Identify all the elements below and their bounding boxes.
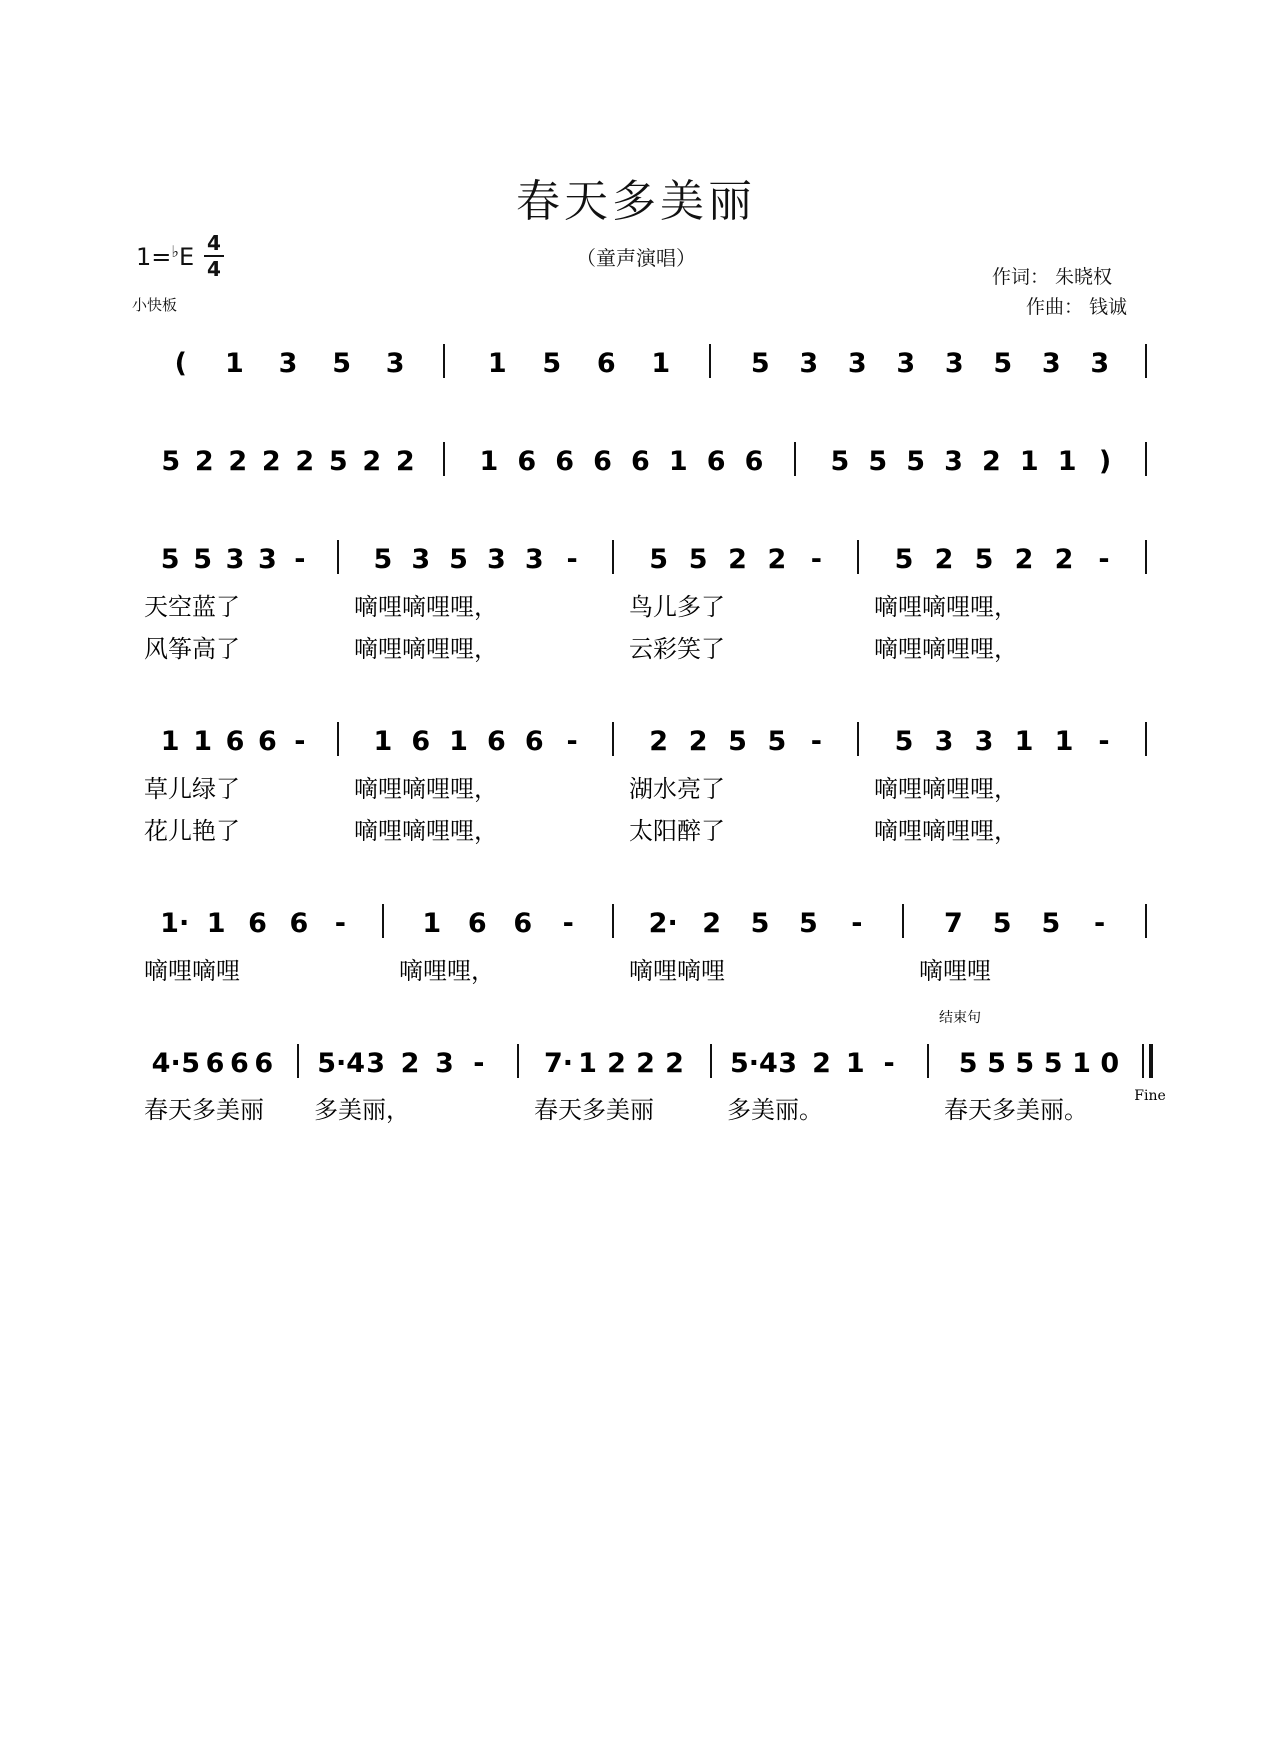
note: 6 bbox=[248, 908, 267, 939]
note: 1 bbox=[1072, 1048, 1091, 1079]
note: 5 bbox=[332, 348, 351, 379]
note: 1 bbox=[225, 348, 244, 379]
note: - bbox=[334, 908, 346, 939]
note: 3 bbox=[799, 348, 819, 379]
lyric: 嘀哩嘀哩哩， bbox=[354, 775, 498, 803]
note: 2 bbox=[607, 1048, 626, 1079]
subtitle: （童声演唱） bbox=[576, 246, 696, 270]
note: 5·4 bbox=[317, 1048, 366, 1079]
note: 5 bbox=[958, 1048, 978, 1079]
note: 3 bbox=[934, 726, 954, 757]
note: 6 bbox=[706, 446, 726, 477]
lyric: 嘀哩嘀哩 bbox=[629, 957, 725, 985]
note: 5 bbox=[767, 726, 787, 757]
note: 6 bbox=[487, 726, 506, 757]
note: 1 bbox=[1057, 446, 1077, 477]
note: 3 bbox=[487, 544, 506, 575]
note: 5 bbox=[649, 544, 669, 575]
note: 2 bbox=[665, 1048, 684, 1079]
note: 3 bbox=[974, 726, 994, 757]
note: 1 bbox=[479, 446, 499, 477]
note: 2 bbox=[934, 544, 954, 575]
note: 6 bbox=[254, 1048, 274, 1079]
note: 5 bbox=[328, 446, 348, 477]
note: 1 bbox=[845, 1048, 865, 1079]
note: 6 bbox=[467, 908, 487, 939]
note: 1 bbox=[651, 348, 671, 379]
lyric: 嘀哩哩， bbox=[399, 957, 495, 985]
note: 3 bbox=[366, 1048, 385, 1079]
lyricist-credit: 作词： 朱晓权 bbox=[992, 266, 1113, 288]
note: 5 bbox=[373, 544, 393, 575]
note: 3 bbox=[1090, 348, 1110, 379]
note: 5 bbox=[750, 908, 770, 939]
note: 3 bbox=[896, 348, 916, 379]
lyric: 嘀哩哩 bbox=[919, 957, 991, 985]
note: 5 bbox=[728, 726, 747, 757]
note: 6 bbox=[593, 446, 612, 477]
lyric: 春天多美丽 bbox=[144, 1096, 264, 1124]
note: - bbox=[851, 908, 863, 939]
note: 5 bbox=[1041, 908, 1061, 939]
ending-phrase-label: 结束句 bbox=[939, 1010, 981, 1026]
note: 6 bbox=[596, 348, 616, 379]
lyric: 嘀哩嘀哩 bbox=[144, 957, 240, 985]
lyric: 春天多美丽 bbox=[534, 1096, 654, 1124]
lyric: 风筝高了 bbox=[144, 635, 240, 663]
note: - bbox=[566, 544, 578, 575]
note: 5 bbox=[868, 446, 888, 477]
note: 0 bbox=[1100, 1048, 1120, 1079]
note: 2· bbox=[648, 908, 678, 939]
lyric: 嘀哩嘀哩哩， bbox=[874, 635, 1018, 663]
lyric: 鸟儿多了 bbox=[629, 593, 725, 621]
note: 5 bbox=[160, 544, 180, 575]
note: 1 bbox=[668, 446, 688, 477]
note: 6 bbox=[555, 446, 575, 477]
lyric: 嘀哩嘀哩哩， bbox=[354, 635, 498, 663]
note: 2 bbox=[395, 446, 415, 477]
note: - bbox=[562, 908, 574, 939]
lyric: 湖水亮了 bbox=[629, 775, 725, 803]
note: 2 bbox=[362, 446, 382, 477]
note: - bbox=[294, 726, 306, 757]
page-title: 春天多美丽 bbox=[516, 176, 756, 227]
note: 1· bbox=[160, 908, 190, 939]
note: 2 bbox=[688, 726, 708, 757]
note: 5 bbox=[449, 544, 468, 575]
note: 5 bbox=[542, 348, 562, 379]
note: - bbox=[1098, 726, 1110, 757]
note: 2 bbox=[636, 1048, 655, 1079]
note: 1 bbox=[1054, 726, 1074, 757]
note: 1 bbox=[1019, 446, 1039, 477]
note: 2 bbox=[228, 446, 248, 477]
note: 2 bbox=[400, 1048, 420, 1079]
lyric: 花儿艳了 bbox=[144, 817, 240, 845]
note: 1 bbox=[206, 908, 226, 939]
note: 5 bbox=[181, 1048, 200, 1079]
note: 6 bbox=[513, 908, 533, 939]
fine-label: Fine bbox=[1134, 1088, 1166, 1104]
note: 5 bbox=[1043, 1048, 1063, 1079]
time-signature-bottom: 4 bbox=[207, 257, 221, 281]
note: 6 bbox=[631, 446, 650, 477]
lyric: 嘀哩嘀哩哩， bbox=[874, 593, 1018, 621]
key-prefix: 1= bbox=[136, 243, 172, 271]
note: - bbox=[810, 544, 822, 575]
note: 6 bbox=[289, 908, 309, 939]
note: 5 bbox=[193, 544, 212, 575]
note: 5 bbox=[799, 908, 818, 939]
lyric: 多美丽。 bbox=[727, 1096, 823, 1124]
time-signature-top: 4 bbox=[207, 231, 221, 255]
tempo-marking: 小快板 bbox=[132, 296, 178, 314]
note: 1 bbox=[578, 1048, 597, 1079]
note: 2 bbox=[982, 446, 1001, 477]
note: 5 bbox=[1015, 1048, 1035, 1079]
flat-icon: ♭ bbox=[171, 242, 179, 261]
note: 5 bbox=[161, 446, 181, 477]
note: 3 bbox=[435, 1048, 454, 1079]
note: 6 bbox=[225, 726, 245, 757]
note: 3 bbox=[944, 446, 963, 477]
note: 5 bbox=[987, 1048, 1006, 1079]
note: 2 bbox=[728, 544, 747, 575]
composer-credit: 作曲： 钱诚 bbox=[1026, 296, 1128, 318]
note: 1 bbox=[449, 726, 468, 757]
note: 7· bbox=[543, 1048, 574, 1079]
note: 3 bbox=[847, 348, 867, 379]
lyric: 太阳醉了 bbox=[629, 817, 725, 845]
lyric: 嘀哩嘀哩哩， bbox=[354, 593, 498, 621]
note: 2 bbox=[1054, 544, 1074, 575]
note: 6 bbox=[411, 726, 431, 757]
lyric: 春天多美丽。 bbox=[944, 1096, 1088, 1124]
note: 2 bbox=[649, 726, 669, 757]
lyric: 天空蓝了 bbox=[144, 593, 240, 621]
note: 2 bbox=[812, 1048, 831, 1079]
note: 5 bbox=[894, 726, 914, 757]
note: 3 bbox=[278, 348, 298, 379]
note: - bbox=[1094, 908, 1106, 939]
note: - bbox=[1098, 544, 1110, 575]
note: 2 bbox=[702, 908, 721, 939]
note: 6 bbox=[524, 726, 544, 757]
note: 3 bbox=[524, 544, 544, 575]
note: 2 bbox=[1014, 544, 1034, 575]
note: - bbox=[473, 1048, 485, 1079]
lyric: 草儿绿了 bbox=[144, 775, 240, 803]
note: 5 bbox=[993, 348, 1013, 379]
note: 3 bbox=[225, 544, 245, 575]
lyric: 多美丽， bbox=[314, 1096, 410, 1124]
note: 5 bbox=[688, 544, 708, 575]
note: 5 bbox=[830, 446, 850, 477]
note: 3 bbox=[258, 544, 277, 575]
note: 5 bbox=[974, 544, 994, 575]
lyric: 嘀哩嘀哩哩， bbox=[874, 775, 1018, 803]
note: 6 bbox=[744, 446, 764, 477]
note: 5 bbox=[992, 908, 1012, 939]
note: 3 bbox=[1041, 348, 1061, 379]
note: - bbox=[294, 544, 306, 575]
note: 1 bbox=[422, 908, 442, 939]
note: ) bbox=[1098, 446, 1112, 477]
note: - bbox=[566, 726, 578, 757]
lyric: 嘀哩嘀哩哩， bbox=[354, 817, 498, 845]
lyric: 嘀哩嘀哩哩， bbox=[874, 817, 1018, 845]
note: 1 bbox=[160, 726, 180, 757]
note: 3 bbox=[778, 1048, 798, 1079]
note: ( bbox=[174, 348, 187, 379]
note: 2 bbox=[261, 446, 281, 477]
note: 1 bbox=[193, 726, 212, 757]
note: 5 bbox=[894, 544, 914, 575]
note: 6 bbox=[517, 446, 537, 477]
note: 1 bbox=[373, 726, 393, 757]
key-note: E bbox=[178, 243, 195, 271]
note: 5 bbox=[750, 348, 770, 379]
note: - bbox=[883, 1048, 895, 1079]
note: 5·4 bbox=[729, 1048, 778, 1079]
note: 7 bbox=[943, 908, 963, 939]
note: 4· bbox=[151, 1048, 181, 1079]
note: 5 bbox=[906, 446, 926, 477]
note: 1 bbox=[487, 348, 507, 379]
lyric: 云彩笑了 bbox=[629, 635, 725, 663]
note: - bbox=[810, 726, 822, 757]
note: 2 bbox=[295, 446, 315, 477]
note: 6 bbox=[258, 726, 277, 757]
note: 6 bbox=[205, 1048, 225, 1079]
note: 2 bbox=[767, 544, 787, 575]
note: 1 bbox=[1014, 726, 1034, 757]
note: 3 bbox=[411, 544, 431, 575]
note: 2 bbox=[194, 446, 214, 477]
note: 6 bbox=[230, 1048, 249, 1079]
note: 3 bbox=[944, 348, 964, 379]
note: 3 bbox=[385, 348, 405, 379]
